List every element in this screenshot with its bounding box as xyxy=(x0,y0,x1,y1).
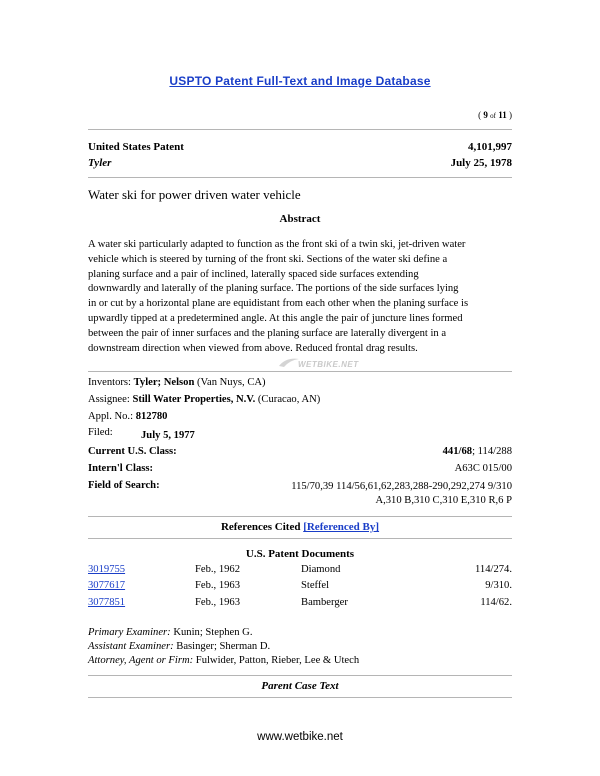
attorney-label: Attorney, Agent or Firm: xyxy=(88,655,194,666)
abstract-line: downstream direction when viewed from above. Reduced frontal drag results. xyxy=(88,342,418,354)
intl-class-value: A63C 015/00 xyxy=(454,463,512,474)
pager-total: 11 xyxy=(498,110,507,120)
reference-name: Diamond xyxy=(301,564,341,575)
footer-url: www.wetbike.net xyxy=(257,731,343,743)
pager-current: 9 xyxy=(483,110,488,120)
appl-no-label: Appl. No.: xyxy=(88,411,134,422)
inventors-location: (Van Nuys, CA) xyxy=(197,377,266,388)
reference-class: 9/310. xyxy=(485,580,512,591)
divider xyxy=(88,697,512,698)
inventor-short: Tyler xyxy=(88,157,112,169)
field-of-search-value xyxy=(291,480,512,507)
references-heading xyxy=(88,521,512,533)
abstract-line: vehicle which is steered by turning of the front ski. Sections of the water ski define a xyxy=(88,253,448,265)
pager-of: of xyxy=(490,112,496,120)
inventors-row xyxy=(88,377,266,388)
us-class-label: Current U.S. Class: xyxy=(88,446,177,457)
references-cited-label: References Cited xyxy=(220,521,301,533)
reference-class: 114/62. xyxy=(480,597,512,608)
reference-name: Bamberger xyxy=(301,597,348,608)
watermark-text: WETBIKE.NET xyxy=(298,360,359,369)
divider xyxy=(88,675,512,676)
referenced-by-link[interactable]: [Referenced By] xyxy=(303,521,380,533)
reference-name: Steffel xyxy=(301,580,330,591)
patent-type: United States Patent xyxy=(88,141,184,153)
assignee-row xyxy=(88,394,320,405)
result-pager xyxy=(478,110,512,120)
inventors-value: Tyler; Nelson xyxy=(133,377,195,388)
reference-class: 114/274. xyxy=(475,564,512,575)
us-class-secondary: ; 114/288 xyxy=(472,446,512,457)
pager-close: ) xyxy=(509,110,512,120)
us-class-value xyxy=(443,446,512,457)
divider xyxy=(88,538,512,539)
abstract-line: planing surface and a pair of inclined, laterally spaced side surfaces extending xyxy=(88,268,419,280)
abstract-line: in or cut by a horizontal plane are equidistant from each other when the planing surface is xyxy=(88,298,469,310)
assistant-examiner-value: Basinger; Sherman D. xyxy=(176,641,271,652)
filed-label: Filed: xyxy=(88,427,113,438)
patent-reference-link[interactable]: 3077617 xyxy=(88,580,126,591)
assignee-location: (Curacao, AN) xyxy=(257,394,321,405)
us-class-primary: 441/68 xyxy=(442,446,473,457)
abstract-line: A water ski particularly adapted to function as the front ski of a twin ski, jet-driven water xyxy=(88,239,466,250)
abstract-line: downwardly and laterally of the planing surface. The portions of the side surfaces lying xyxy=(88,283,459,295)
appl-no-row xyxy=(88,411,167,422)
us-patent-documents-heading: U.S. Patent Documents xyxy=(245,548,355,560)
assistant-examiner-label: Assistant Examiner: xyxy=(88,641,174,652)
field-of-search-line: A,310 B,310 C,310 E,310 R,6 P xyxy=(375,494,512,506)
divider xyxy=(88,129,512,130)
divider xyxy=(88,177,512,178)
patent-number: 4,101,997 xyxy=(468,141,512,153)
intl-class-label: Intern'l Class: xyxy=(88,463,154,474)
pager-open: ( xyxy=(478,110,482,120)
abstract-line: between the pair of inner surfaces and the planing surface are laterally divergent in a xyxy=(88,327,447,339)
abstract-line: upwardly tipped at a predetermined angle. At this angle the pair of juncture lines formed xyxy=(88,312,463,324)
patent-reference-link[interactable]: 3077851 xyxy=(88,597,126,608)
field-of-search-label: Field of Search: xyxy=(88,480,160,491)
reference-date: Feb., 1962 xyxy=(195,564,241,575)
patent-title: Water ski for power driven water vehicle xyxy=(88,187,301,202)
assignee-value: Still Water Properties, N.V. xyxy=(132,394,256,405)
divider xyxy=(88,371,512,372)
field-of-search-line: 115/70,39 114/56,61,62,283,288-290,292,274 9/310 xyxy=(291,481,512,492)
reference-date: Feb., 1963 xyxy=(195,597,241,608)
assignee-label: Assignee: xyxy=(88,394,130,405)
watermark-logo-icon xyxy=(278,356,300,368)
primary-examiner-row xyxy=(88,627,252,638)
reference-date: Feb., 1963 xyxy=(195,580,241,591)
abstract-text xyxy=(88,238,512,356)
appl-no-value: 812780 xyxy=(135,411,168,422)
abstract-heading: Abstract xyxy=(279,213,321,225)
filed-value: July 5, 1977 xyxy=(141,430,195,441)
attorney-value: Fulwider, Patton, Rieber, Lee & Utech xyxy=(195,655,360,666)
attorney-row xyxy=(88,655,359,666)
inventors-label: Inventors: xyxy=(88,377,131,388)
primary-examiner-value: Kunin; Stephen G. xyxy=(173,627,253,638)
primary-examiner-label: Primary Examiner: xyxy=(88,627,171,638)
parent-case-heading: Parent Case Text xyxy=(261,680,339,692)
filed-row xyxy=(88,427,195,441)
assistant-examiner-row xyxy=(88,641,270,652)
patent-reference-link[interactable]: 3019755 xyxy=(88,564,126,575)
database-title-link[interactable]: USPTO Patent Full-Text and Image Database xyxy=(169,74,431,88)
divider xyxy=(88,516,512,517)
patent-date: July 25, 1978 xyxy=(450,157,512,169)
